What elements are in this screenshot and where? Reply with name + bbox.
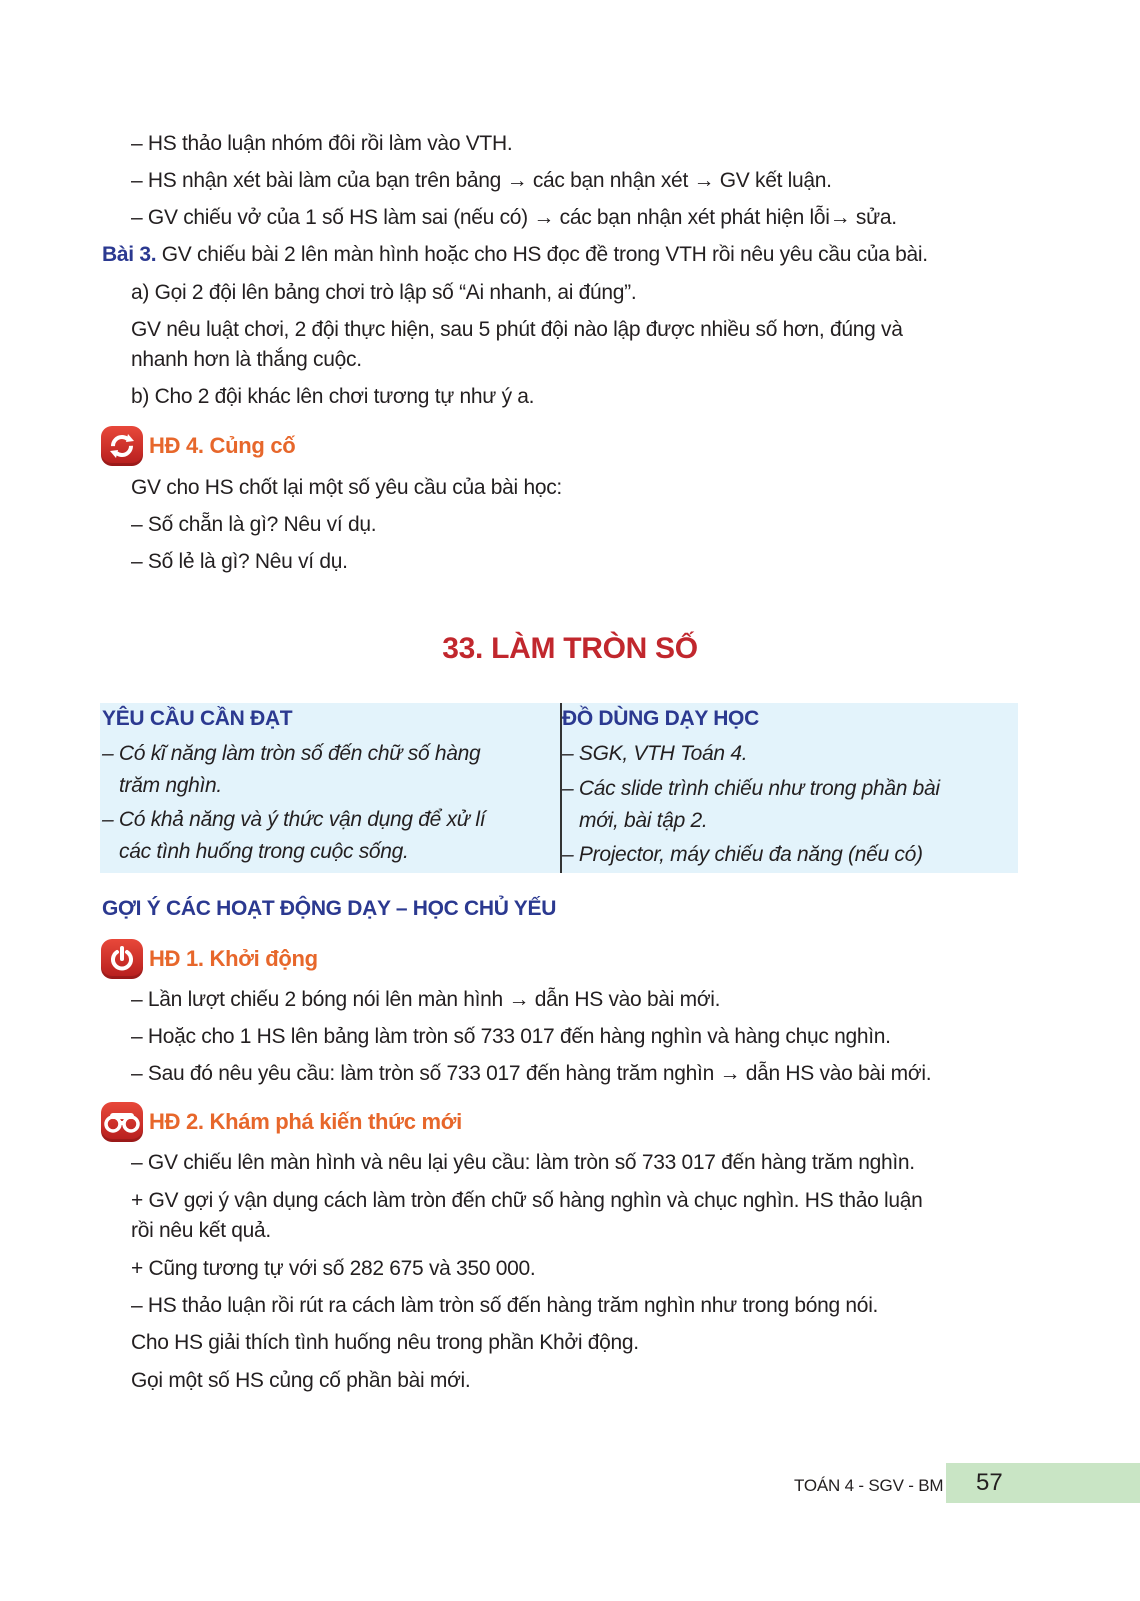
text-line: nhanh hơn là thắng cuộc. xyxy=(131,348,362,371)
text-line: rồi nêu kết quả. xyxy=(131,1219,271,1242)
material-item: mới, bài tập 2. xyxy=(579,809,708,832)
lesson-title: 33. LÀM TRÒN SỐ xyxy=(442,632,698,665)
page-number: 57 xyxy=(976,1469,1003,1496)
requirements-heading: YÊU CẦU CẦN ĐẠT xyxy=(102,707,293,730)
activity-heading-hd2 xyxy=(101,1102,462,1142)
exercise-3 xyxy=(102,242,928,268)
requirement-item: – Có kĩ năng làm tròn số đến chữ số hàng xyxy=(102,742,481,765)
requirement-item: trăm nghìn. xyxy=(119,774,222,797)
power-icon xyxy=(101,939,143,979)
section-heading: GỢI Ý CÁC HOẠT ĐỘNG DẠY – HỌC CHỦ YẾU xyxy=(102,897,557,920)
text-line: – Lần lượt chiếu 2 bóng nói lên màn hình → dẫn HS vào bài mới. xyxy=(131,988,721,1011)
text-line: – GV chiếu vở của 1 số HS làm sai (nếu có) → các bạn nhận xét phát hiện lỗi→ sửa. xyxy=(131,206,897,229)
text-line: GV nêu luật chơi, 2 đội thực hiện, sau 5 phút đội nào lập được nhiều số hơn, đúng và xyxy=(131,318,903,341)
text-line: – GV chiếu lên màn hình và nêu lại yêu cầu: làm tròn số 733 017 đến hàng trăm nghìn. xyxy=(131,1151,915,1174)
activity-heading-hd1 xyxy=(101,939,318,979)
text-line: Gọi một số HS củng cố phần bài mới. xyxy=(131,1369,471,1392)
activity-title: HĐ 2. Khám phá kiến thức mới xyxy=(149,1109,462,1134)
requirement-item: các tình huống trong cuộc sống. xyxy=(119,840,409,863)
book-name: TOÁN 4 - SGV - BM xyxy=(794,1476,944,1495)
text-line: + Cũng tương tự với số 282 675 và 350 000. xyxy=(131,1257,536,1280)
text-line: – HS thảo luận nhóm đôi rồi làm vào VTH. xyxy=(131,132,513,155)
activity-heading-hd4 xyxy=(101,426,295,466)
text-line: – Hoặc cho 1 HS lên bảng làm tròn số 733 017 đến hàng nghìn và hàng chục nghìn. xyxy=(131,1025,891,1048)
refresh-icon xyxy=(101,426,143,466)
text-line: a) Gọi 2 đội lên bảng chơi trò lập số “Ai nhanh, ai đúng”. xyxy=(131,281,637,304)
activity-title: HĐ 1. Khởi động xyxy=(149,946,318,971)
text-line: – Số chẵn là gì? Nêu ví dụ. xyxy=(131,513,377,536)
material-item: – Các slide trình chiếu như trong phần bài xyxy=(562,777,940,800)
materials-heading: ĐỒ DÙNG DẠY HỌC xyxy=(562,707,759,730)
text-line: – HS thảo luận rồi rút ra cách làm tròn số đến hàng trăm nghìn như trong bóng nói. xyxy=(131,1294,879,1317)
text-line: – HS nhận xét bài làm của bạn trên bảng → các bạn nhận xét → GV kết luận. xyxy=(131,169,832,192)
text-line: Cho HS giải thích tình huống nêu trong phần Khởi động. xyxy=(131,1331,639,1354)
material-item: – Projector, máy chiếu đa năng (nếu có) xyxy=(562,843,923,866)
requirement-item: – Có khả năng và ý thức vận dụng để xử lí xyxy=(102,808,486,831)
exercise-text: GV chiếu bài 2 lên màn hình hoặc cho HS đọc đề trong VTH rồi nêu yêu cầu của bài. xyxy=(156,243,928,266)
activity-title: HĐ 4. Củng cố xyxy=(149,433,296,458)
text-line: GV cho HS chốt lại một số yêu cầu của bài học: xyxy=(131,476,562,499)
material-item: – SGK, VTH Toán 4. xyxy=(562,742,748,765)
text-line: – Sau đó nêu yêu cầu: làm tròn số 733 017 đến hàng trăm nghìn → dẫn HS vào bài mới. xyxy=(131,1062,932,1085)
text-line: b) Cho 2 đội khác lên chơi tương tự như ý a. xyxy=(131,385,535,408)
text-line: + GV gợi ý vận dụng cách làm tròn đến chữ số hàng nghìn và chục nghìn. HS thảo luận xyxy=(131,1189,923,1212)
text-line: – Số lẻ là gì? Nêu ví dụ. xyxy=(131,550,348,573)
page-number-box xyxy=(946,1463,1140,1503)
exercise-label: Bài 3. xyxy=(102,243,157,266)
binoculars-icon xyxy=(101,1102,143,1142)
